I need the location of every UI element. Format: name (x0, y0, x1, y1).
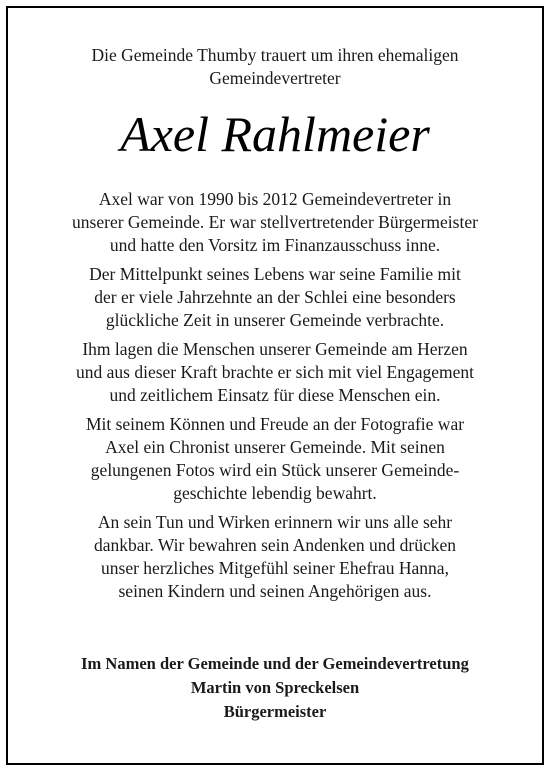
text-line: geschichte lebendig bewahrt. (173, 483, 377, 503)
text-line: der er viele Jahrzehnte an der Schlei eine besonders (94, 287, 456, 307)
text-line: Mit seinem Können und Freude an der Fotografie war (85, 414, 465, 434)
text-line: An sein Tun und Wirken erinnern wir uns alle sehr (97, 512, 453, 532)
text-line: Axel ein Chronist unserer Gemeinde. Mit seinen (105, 437, 445, 457)
paragraph-condolence (0, 511, 550, 603)
deceased-name: Axel Rahlmeier (120, 106, 430, 162)
text-line: Ihm lagen die Menschen unserer Gemeinde am Herzen (82, 339, 468, 359)
intro-line: Die Gemeinde Thumby trauert um ihren ehemaligen (91, 45, 459, 65)
text-line: Axel war von 1990 bis 2012 Gemeindevertreter in (98, 189, 452, 209)
paragraph-family (0, 263, 550, 332)
paragraph-photography (0, 413, 550, 505)
signer-name: Martin von Spreckelsen (190, 678, 360, 697)
text-line: gelungenen Fotos wird ein Stück unserer Gemeinde- (90, 460, 460, 480)
signature-block (0, 652, 550, 724)
paragraph-career (0, 188, 550, 257)
text-line: und hatte den Vorsitz im Finanzausschuss inne. (109, 235, 441, 255)
text-line: und aus dieser Kraft brachte er sich mit viel Engagement (76, 362, 474, 382)
text-line: glückliche Zeit in unserer Gemeinde verbrachte. (105, 310, 445, 330)
text-line: unserer Gemeinde. Er war stellvertretender Bürgermeister (72, 212, 478, 232)
intro-text (0, 44, 550, 90)
paragraph-engagement (0, 338, 550, 407)
signature-organization: Im Namen der Gemeinde und der Gemeindevertretung (81, 654, 469, 673)
signer-title: Bürgermeister (223, 702, 327, 721)
text-line: dankbar. Wir bewahren sein Andenken und drücken (94, 535, 456, 555)
text-line: unser herzliches Mitgefühl seiner Ehefrau Hanna, (101, 558, 449, 578)
text-line: Der Mittelpunkt seines Lebens war seine Familie mit (89, 264, 461, 284)
notice-body (0, 188, 550, 609)
intro-line: Gemeindevertreter (209, 68, 341, 88)
text-line: und zeitlichem Einsatz für diese Menschen ein. (109, 385, 441, 405)
text-line: seinen Kindern und seinen Angehörigen aus. (118, 581, 432, 601)
